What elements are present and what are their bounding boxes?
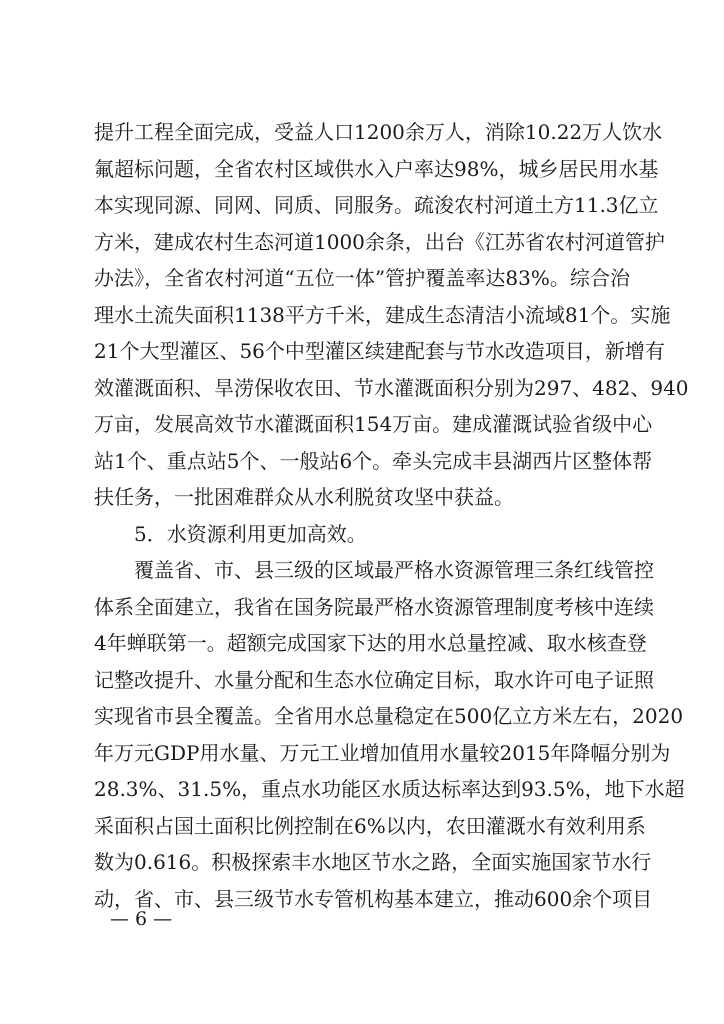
text-line: 年万元GDP用水量、万元工业增加值用水量较2015年降幅分别为 [94, 740, 671, 765]
text-line: 28.3%、31.5%，重点水功能区水质达标率达到93.5%，地下水超 [94, 777, 685, 801]
text-line: 理水土流失面积1138平方千米，建成生态清洁小流域81个。实施 [94, 302, 671, 327]
text-line: 本实现同源、同网、同质、同服务。疏浚农村河道土方11.3亿立 [94, 193, 659, 217]
text-line: 动，省、市、县三级节水专管机构基本建立，推动600余个项目 [94, 886, 653, 911]
text-line: 氟超标问题，全省农村区域供水入户率达98%，城乡居民用水基 [94, 156, 659, 181]
text-line: 21个大型灌区、56个中型灌区续建配套与节水改造项目，新增有 [94, 339, 665, 363]
text-line: 提升工程全面完成，受益人口1200余万人，消除10.22万人饮水 [94, 120, 663, 144]
text-line: 方米，建成农村生态河道1000余条，出台《江苏省农村河道管护 [94, 229, 665, 254]
page-number: — 6 — [110, 908, 173, 930]
text-line: 扶任务，一批困难群众从水利脱贫攻坚中获益。 [94, 485, 514, 509]
text-line: 覆盖省、市、县三级的区域最严格水资源管理三条红线管控 [134, 558, 654, 582]
paragraph-water-resources [94, 552, 685, 917]
text-line: 实现省市县全覆盖。全省用水总量稳定在500亿立方米左右，2020 [94, 704, 684, 728]
text-line: 万亩，发展高效节水灌溉面积154万亩。建成灌溉试验省级中心 [94, 412, 653, 436]
text-line: 记整改提升、水量分配和生态水位确定目标，取水许可电子证照 [94, 667, 654, 692]
paragraph-continuation [94, 114, 689, 516]
section-heading: 5．水资源利用更加高效。 [134, 521, 367, 546]
text-line: 采面积占国土面积比例控制在6%以内，农田灌溉水有效利用系 [94, 813, 646, 838]
text-line: 效灌溉面积、旱涝保收农田、节水灌溉面积分别为297、482、940 [94, 375, 689, 400]
text-line: 4年蝉联第一。超额完成国家下达的用水总量控减、取水核查登 [94, 631, 647, 655]
text-line: 办法》，全省农村河道“五位一体”管护覆盖率达83%。综合治 [94, 266, 630, 290]
text-line: 数为0.616。积极探索丰水地区节水之路，全面实施国家节水行 [94, 850, 652, 874]
document-body [94, 114, 689, 917]
text-line: 站1个、重点站5个、一般站6个。牵头完成丰县湖西片区整体帮 [94, 448, 653, 473]
text-line: 体系全面建立，我省在国务院最严格水资源管理制度考核中连续 [94, 594, 654, 619]
